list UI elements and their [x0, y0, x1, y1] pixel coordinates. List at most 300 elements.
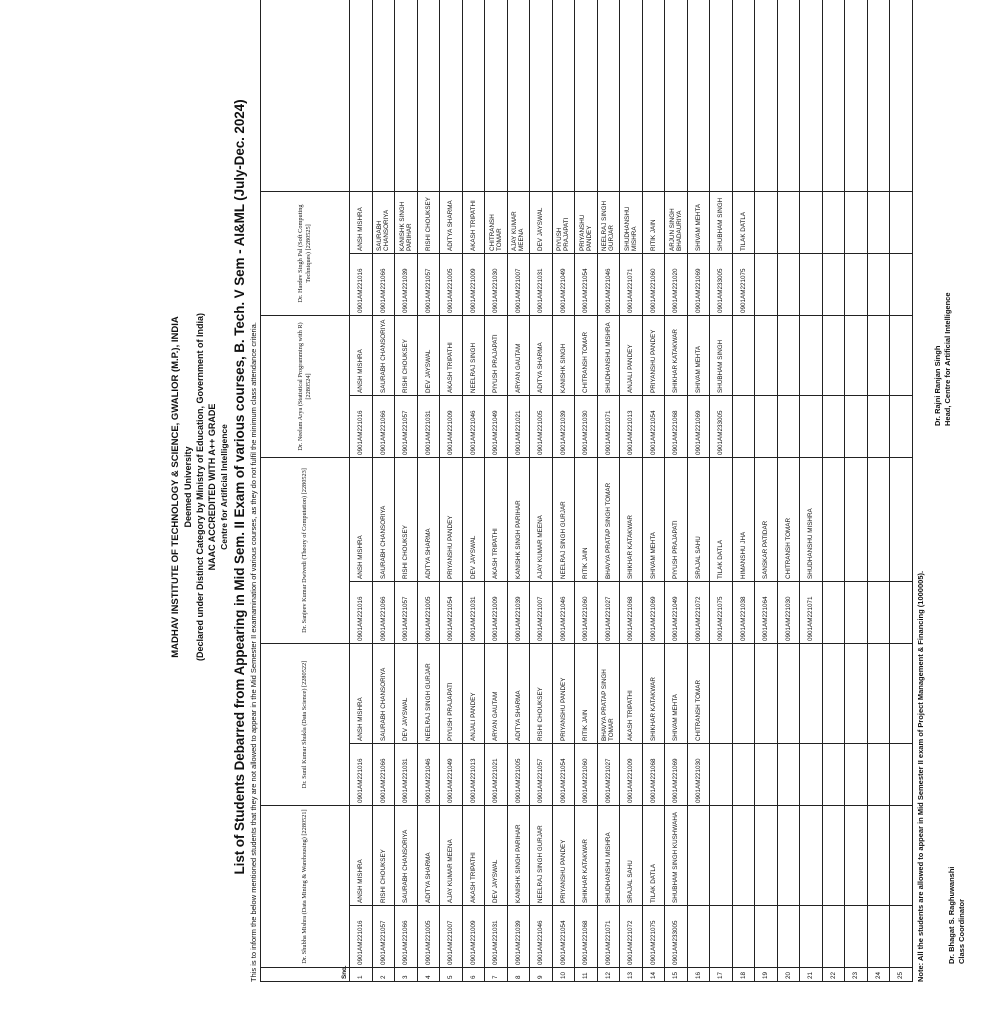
student-name: SRAJAL SAHU	[687, 457, 710, 581]
blank-cell	[867, 0, 890, 191]
row-number: 21	[800, 968, 823, 982]
table-row	[440, 0, 463, 982]
enrollment-number: 0901AM221021	[507, 395, 530, 457]
student-name: AJAY KUMAR MEENA	[507, 191, 530, 253]
student-name	[755, 191, 778, 253]
student-name: NEELRAJ SINGH GURJAR	[417, 643, 440, 743]
row-number: 13	[620, 968, 643, 982]
table-row	[350, 0, 373, 982]
enrollment-number	[822, 395, 845, 457]
student-name: ADITYA SHARMA	[417, 457, 440, 581]
student-name	[890, 457, 913, 581]
enrollment-number: 0901AM233005	[710, 395, 733, 457]
student-name: SHIVAM MEHTA	[687, 191, 710, 253]
table-row	[395, 0, 418, 982]
student-name: TILAK DATLA	[732, 191, 755, 253]
enrollment-number	[755, 395, 778, 457]
student-name: CHITRANSH TOMAR	[687, 643, 710, 743]
student-name: SHUDHANSHU MISHRA	[620, 191, 643, 253]
student-name: ARYAN GAUTAM	[485, 643, 508, 743]
student-name	[822, 643, 845, 743]
student-name: SHIVAM MEHTA	[642, 457, 665, 581]
enrollment-number: 0901AM221066	[372, 395, 395, 457]
table-row	[642, 0, 665, 982]
enrollment-number: 0901AM221031	[530, 253, 553, 315]
table-header-row	[261, 0, 350, 982]
enrollment-number: 0901AM221021	[485, 744, 508, 806]
table-row	[867, 0, 890, 982]
row-number: 3	[395, 968, 418, 982]
coordinator-signature	[947, 866, 967, 964]
enrollment-number: 0901AM221069	[687, 395, 710, 457]
student-name	[822, 315, 845, 395]
enrollment-number: 0901AM221066	[372, 253, 395, 315]
student-name: CHITRANSH TOMAR	[777, 457, 800, 581]
student-name: ANSH MISHRA	[350, 457, 373, 581]
student-name: PRIYANSHU PANDEY	[440, 457, 463, 581]
student-name	[822, 191, 845, 253]
student-name: ADITYA SHARMA	[530, 315, 553, 395]
student-name	[845, 315, 868, 395]
enrollment-number: 0901AM221016	[350, 906, 373, 968]
student-name: SHIKHAR KATAKWAR	[620, 457, 643, 581]
blank-cell	[642, 0, 665, 191]
enrollment-number: 0901AM221016	[350, 581, 373, 643]
student-name: KANISHK SINGH	[552, 315, 575, 395]
student-name: AKASH TRIPATHI	[485, 457, 508, 581]
student-name: DEV JAYSWAL	[462, 457, 485, 581]
student-name: SHUDHANSHU MISHRA	[597, 315, 620, 395]
enrollment-number: 0901AM221009	[462, 906, 485, 968]
student-name: RISHI CHOUKSEY	[530, 643, 553, 743]
row-number: 2	[372, 968, 395, 982]
blank-cell	[755, 0, 778, 191]
student-name	[710, 643, 733, 743]
table-row	[665, 0, 688, 982]
blank-cell	[620, 0, 643, 191]
enrollment-number: 0901AM221031	[462, 581, 485, 643]
enrollment-number: 0901AM221016	[350, 395, 373, 457]
student-name	[732, 806, 755, 906]
institute-name: MADHAV INSTITUTE OF TECHNOLOGY & SCIENCE, GWALIOR (M.P.), INDIA	[170, 316, 181, 658]
enrollment-number: 0901AM221075	[642, 906, 665, 968]
student-name: AJAY KUMAR MEENA	[530, 457, 553, 581]
student-name	[800, 806, 823, 906]
student-name	[867, 191, 890, 253]
enrollment-number: 0901AM221027	[597, 581, 620, 643]
head-name: Dr. Rajni Ranjan Singh	[932, 345, 942, 426]
enrollment-number: 0901AM221020	[665, 253, 688, 315]
student-name: NEELRAJ SINGH	[462, 315, 485, 395]
enrollment-number: 0901AM221068	[642, 744, 665, 806]
note-line: Note: All the students are allowed to appear in Mid Semester II exam of Project Management & Financing (1000005).	[915, 570, 925, 982]
student-name: SHIKHAR KATAKWAR	[642, 643, 665, 743]
row-number: 23	[845, 968, 868, 982]
enrollment-number: 0901AM221054	[575, 253, 598, 315]
row-number: 19	[755, 968, 778, 982]
enrollment-number: 0901AM221016	[350, 744, 373, 806]
student-name: ANSH MISHRA	[350, 806, 373, 906]
intro-paragraph: This is to inform the below mentioned students that they are not allowed to appear in the Mid Semester II examamination of various courses, as they do not fulfil the minimum class attendance criteria.	[249, 322, 258, 982]
blank-cell	[417, 0, 440, 191]
blank-cell	[552, 0, 575, 191]
enrollment-number: 0901AM221054	[552, 744, 575, 806]
student-name: PIYUSH PRAJAPATI	[552, 191, 575, 253]
enrollment-number	[755, 744, 778, 806]
student-name	[777, 643, 800, 743]
student-name: PIYUSH PRAJAPATI	[485, 315, 508, 395]
enrollment-number: 0901AM221030	[575, 395, 598, 457]
student-name	[867, 806, 890, 906]
student-name: TILAK DATLA	[642, 806, 665, 906]
enrollment-number	[777, 744, 800, 806]
enrollment-number	[867, 744, 890, 806]
table-row	[372, 0, 395, 982]
course-header: Dr. Hardev Singh Pal (Soft Computing Techniques) [2280525]	[261, 191, 350, 315]
student-name: ANSH MISHRA	[350, 315, 373, 395]
blank-cell	[462, 0, 485, 191]
student-name: BHAVYA PRATAP SINGH TOMAR	[597, 457, 620, 581]
row-number: 17	[710, 968, 733, 982]
row-number: 7	[485, 968, 508, 982]
table-row	[620, 0, 643, 982]
student-name	[732, 643, 755, 743]
student-name: ANSH MISHRA	[350, 643, 373, 743]
enrollment-number	[732, 744, 755, 806]
table-row	[507, 0, 530, 982]
blank-cell	[440, 0, 463, 191]
row-number: 16	[687, 968, 710, 982]
declaration-line: (Declared under Distinct Category by Ministry of Education, Government of India)	[195, 312, 205, 662]
head-signature	[933, 292, 953, 426]
student-name: SAURABH CHANSORIYA	[372, 191, 395, 253]
enrollment-number: 0901AM233005	[665, 906, 688, 968]
enrollment-number	[890, 581, 913, 643]
student-name	[822, 457, 845, 581]
enrollment-number: 0901AM221005	[417, 581, 440, 643]
blank-cell	[732, 0, 755, 191]
row-number: 22	[822, 968, 845, 982]
course-header: Dr. Neelam Arya (Statistical Programming with R) [2280524]	[261, 315, 350, 457]
student-name	[755, 315, 778, 395]
enrollment-number	[822, 253, 845, 315]
student-name: ANJALI PANDEY	[462, 643, 485, 743]
enrollment-number: 0901AM221005	[440, 253, 463, 315]
student-name: SANSKAR PATIDAR	[755, 457, 778, 581]
enrollment-number	[710, 744, 733, 806]
document-title: List of Students Debarred from Appearing in Mid Sem. II Exam of various courses, B. Tech. V Sem - AI&ML (July-Dec. 2024)	[232, 99, 247, 875]
student-name: DEV JAYSWAL	[485, 806, 508, 906]
enrollment-number	[800, 744, 823, 806]
enrollment-number: 0901AM221060	[642, 253, 665, 315]
student-name: ADITYA SHARMA	[440, 191, 463, 253]
enrollment-number: 0901AM221068	[665, 395, 688, 457]
coordinator-name: Dr. Bhagat S. Raghuwanshi	[946, 866, 956, 964]
enrollment-number: 0901AM221071	[800, 581, 823, 643]
student-name	[755, 806, 778, 906]
enrollment-number: 0901AM221039	[507, 906, 530, 968]
row-number: 25	[890, 968, 913, 982]
student-name	[890, 806, 913, 906]
enrollment-number: 0901AM221069	[665, 744, 688, 806]
enrollment-number: 0901AM221031	[485, 906, 508, 968]
enrollment-number	[800, 395, 823, 457]
enrollment-number	[867, 253, 890, 315]
student-name: TILAK DATLA	[710, 457, 733, 581]
enrollment-number: 0901AM221049	[665, 581, 688, 643]
blank-cell	[575, 0, 598, 191]
student-name: SHIKHAR KATAKWAR	[575, 806, 598, 906]
blank-cell	[890, 0, 913, 191]
blank-cell	[687, 0, 710, 191]
enrollment-number: 0901AM221031	[417, 395, 440, 457]
student-name: SHIVAM MEHTA	[665, 643, 688, 743]
enrollment-number: 0901AM221046	[417, 744, 440, 806]
naac-accreditation: NAAC ACCREDITED WITH A++ GRADE	[207, 403, 217, 571]
table-row	[845, 0, 868, 982]
student-name	[710, 806, 733, 906]
enrollment-number: 0901AM221054	[642, 395, 665, 457]
enrollment-number: 0901AM221069	[642, 581, 665, 643]
table-row	[732, 0, 755, 982]
enrollment-number: 0901AM221005	[530, 395, 553, 457]
enrollment-number: 0901AM221049	[552, 253, 575, 315]
enrollment-number: 0901AM221057	[372, 906, 395, 968]
student-name	[777, 806, 800, 906]
enrollment-number	[755, 906, 778, 968]
enrollment-number: 0901AM221007	[440, 906, 463, 968]
blank-cell	[395, 0, 418, 191]
enrollment-number	[822, 744, 845, 806]
student-name: SHIKHAR KATAKWAR	[665, 315, 688, 395]
student-name: PIYUSH PRAJAPATI	[665, 457, 688, 581]
enrollment-number: 0901AM221069	[687, 253, 710, 315]
enrollment-number: 0901AM221066	[372, 581, 395, 643]
student-name: BHAVYA PRATAP SINGH TOMAR	[597, 643, 620, 743]
blank-cell	[507, 0, 530, 191]
student-name: PRIYANSHU PANDEY	[552, 643, 575, 743]
table-row	[710, 0, 733, 982]
student-name: NEELRAJ SINGH GURJAR	[552, 457, 575, 581]
student-name: RITIK JAIN	[642, 191, 665, 253]
enrollment-number: 0901AM221030	[777, 581, 800, 643]
blank-cell	[485, 0, 508, 191]
enrollment-number: 0901AM221009	[620, 744, 643, 806]
signature-block	[925, 0, 985, 982]
table-row	[890, 0, 913, 982]
enrollment-number: 0901AM221054	[552, 906, 575, 968]
enrollment-number: 0901AM221049	[440, 744, 463, 806]
student-name: SAURABH CHANSORIYA	[372, 457, 395, 581]
enrollment-number: 0901AM221064	[755, 581, 778, 643]
enrollment-number: 0901AM221072	[620, 906, 643, 968]
student-name	[890, 315, 913, 395]
enrollment-number: 0901AM221013	[620, 395, 643, 457]
table-row	[462, 0, 485, 982]
student-name	[800, 315, 823, 395]
student-name: KANISHK SINGH PARIHAR	[507, 457, 530, 581]
student-name: CHITRANSH TOMAR	[575, 315, 598, 395]
enrollment-number: 0901AM221039	[552, 395, 575, 457]
enrollment-number	[845, 253, 868, 315]
student-name: CHITRANSH TOMAR	[485, 191, 508, 253]
student-name	[800, 643, 823, 743]
blank-cell	[350, 0, 373, 191]
student-name: SHUBHAM SINGH KUSHWAHA	[665, 806, 688, 906]
row-number: 5	[440, 968, 463, 982]
debarred-list-sheet	[170, 0, 966, 982]
enrollment-number: 0901AM221071	[620, 253, 643, 315]
enrollment-number: 0901AM221054	[440, 581, 463, 643]
enrollment-number: 0901AM221057	[395, 395, 418, 457]
head-role: Head, Centre for Artificial Intelligence	[942, 292, 952, 426]
enrollment-number: 0901AM221060	[575, 744, 598, 806]
enrollment-number	[890, 253, 913, 315]
blank-cell	[710, 0, 733, 191]
row-number: 8	[507, 968, 530, 982]
enrollment-number: 0901AM221057	[417, 253, 440, 315]
blank-cell	[372, 0, 395, 191]
student-name: ADITYA SHARMA	[417, 806, 440, 906]
course-header: Dr. Shubha Mishra (Data Mining & Warehousing) [2280521]	[261, 806, 350, 968]
enrollment-number	[687, 906, 710, 968]
enrollment-number	[890, 906, 913, 968]
student-name: AKASH TRIPATHI	[462, 806, 485, 906]
enrollment-number: 0901AM221005	[507, 744, 530, 806]
enrollment-number: 0901AM221049	[485, 395, 508, 457]
row-number: 20	[777, 968, 800, 982]
student-name	[890, 643, 913, 743]
row-number: 24	[867, 968, 890, 982]
student-name: DEV JAYSWAL	[395, 643, 418, 743]
student-name: ARYAN GAUTAM	[507, 315, 530, 395]
blank-cell	[665, 0, 688, 191]
course-header: Dr. Sanjeev Kumar Dwivedi (Theory of Computation) [2280523]	[261, 457, 350, 643]
table-row	[777, 0, 800, 982]
row-number: 12	[597, 968, 620, 982]
enrollment-number	[890, 395, 913, 457]
student-name: AKASH TRIPATHI	[440, 315, 463, 395]
enrollment-number	[777, 906, 800, 968]
enrollment-number: 0901AM221005	[417, 906, 440, 968]
row-number: 18	[732, 968, 755, 982]
student-name: SRAJAL SAHU	[620, 806, 643, 906]
table-row	[597, 0, 620, 982]
student-name: RITIK JAIN	[575, 457, 598, 581]
enrollment-number: 0901AM233005	[710, 253, 733, 315]
student-name: ANJALI PANDEY	[620, 315, 643, 395]
enrollment-number	[867, 581, 890, 643]
enrollment-number: 0901AM221066	[372, 744, 395, 806]
blank-cell	[800, 0, 823, 191]
row-number: 15	[665, 968, 688, 982]
enrollment-number	[845, 906, 868, 968]
student-name: SHUDHANSHU MISHRA	[597, 806, 620, 906]
enrollment-number: 0901AM221039	[395, 253, 418, 315]
blank-cell	[822, 0, 845, 191]
row-number: 1	[350, 968, 373, 982]
enrollment-number: 0901AM221075	[732, 253, 755, 315]
student-name: RISHI CHOUKSEY	[395, 457, 418, 581]
student-name: PIYUSH PRAJAPATI	[440, 643, 463, 743]
enrollment-number: 0901AM221046	[552, 581, 575, 643]
student-name: SHIVAM MEHTA	[687, 315, 710, 395]
student-name: DEV JAYSWAL	[530, 191, 553, 253]
student-name	[800, 191, 823, 253]
enrollment-number: 0901AM221075	[710, 581, 733, 643]
student-name: KANISHK SINGH PARIHAR	[507, 806, 530, 906]
enrollment-number: 0901AM221030	[485, 253, 508, 315]
enrollment-number	[890, 744, 913, 806]
student-name: SAURABH CHANSORIYA	[395, 806, 418, 906]
blank-cell	[777, 0, 800, 191]
student-name	[687, 806, 710, 906]
table-row	[530, 0, 553, 982]
student-name	[867, 457, 890, 581]
student-name: HIMANSHU JHA	[732, 457, 755, 581]
row-number: 6	[462, 968, 485, 982]
enrollment-number	[845, 744, 868, 806]
enrollment-number: 0901AM221016	[350, 253, 373, 315]
student-name	[845, 643, 868, 743]
student-name: SHUBHAM SINGH	[710, 315, 733, 395]
student-name: RISHI CHOUKSEY	[372, 806, 395, 906]
student-name: NEELRAJ SINGH GURJAR	[530, 806, 553, 906]
enrollment-number: 0901AM221030	[687, 744, 710, 806]
student-name: AJAY KUMAR MEENA	[440, 806, 463, 906]
enrollment-number: 0901AM221071	[597, 906, 620, 968]
student-name	[777, 315, 800, 395]
enrollment-number	[845, 395, 868, 457]
table-row	[575, 0, 598, 982]
student-name: PRIYANSHU PANDEY	[642, 315, 665, 395]
enrollment-number: 0901AM221068	[620, 581, 643, 643]
student-name	[867, 643, 890, 743]
student-name: SHUBHAM SINGH	[710, 191, 733, 253]
row-number: 11	[575, 968, 598, 982]
enrollment-number	[777, 253, 800, 315]
enrollment-number: 0901AM221009	[462, 253, 485, 315]
sno-header: Sno.	[261, 968, 350, 982]
student-name: KANISHK SINGH PARIHAR	[395, 191, 418, 253]
table-row	[800, 0, 823, 982]
student-name: RISHI CHOUKSEY	[395, 315, 418, 395]
enrollment-number	[822, 581, 845, 643]
row-number: 4	[417, 968, 440, 982]
student-name: DEV JAYSWAL	[417, 315, 440, 395]
student-name	[890, 191, 913, 253]
student-name: RISHI CHOUKSEY	[417, 191, 440, 253]
row-number: 14	[642, 968, 665, 982]
enrollment-number: 0901AM221071	[597, 395, 620, 457]
table-row	[755, 0, 778, 982]
student-name: AKASH TRIPATHI	[620, 643, 643, 743]
enrollment-number: 0901AM221046	[597, 253, 620, 315]
enrollment-number: 0901AM221009	[485, 581, 508, 643]
table-row	[417, 0, 440, 982]
enrollment-number: 0901AM221072	[687, 581, 710, 643]
enrollment-number	[867, 395, 890, 457]
student-name	[822, 806, 845, 906]
enrollment-number: 0901AM221060	[575, 581, 598, 643]
enrollment-number: 0901AM221027	[597, 744, 620, 806]
coordinator-role: Class Coordinator	[956, 898, 966, 964]
row-number: 9	[530, 968, 553, 982]
enrollment-number	[845, 581, 868, 643]
student-name: SAURABH CHANSORIYA	[372, 315, 395, 395]
student-name: AKASH TRIPATHI	[462, 191, 485, 253]
enrollment-number: 0901AM221039	[507, 581, 530, 643]
